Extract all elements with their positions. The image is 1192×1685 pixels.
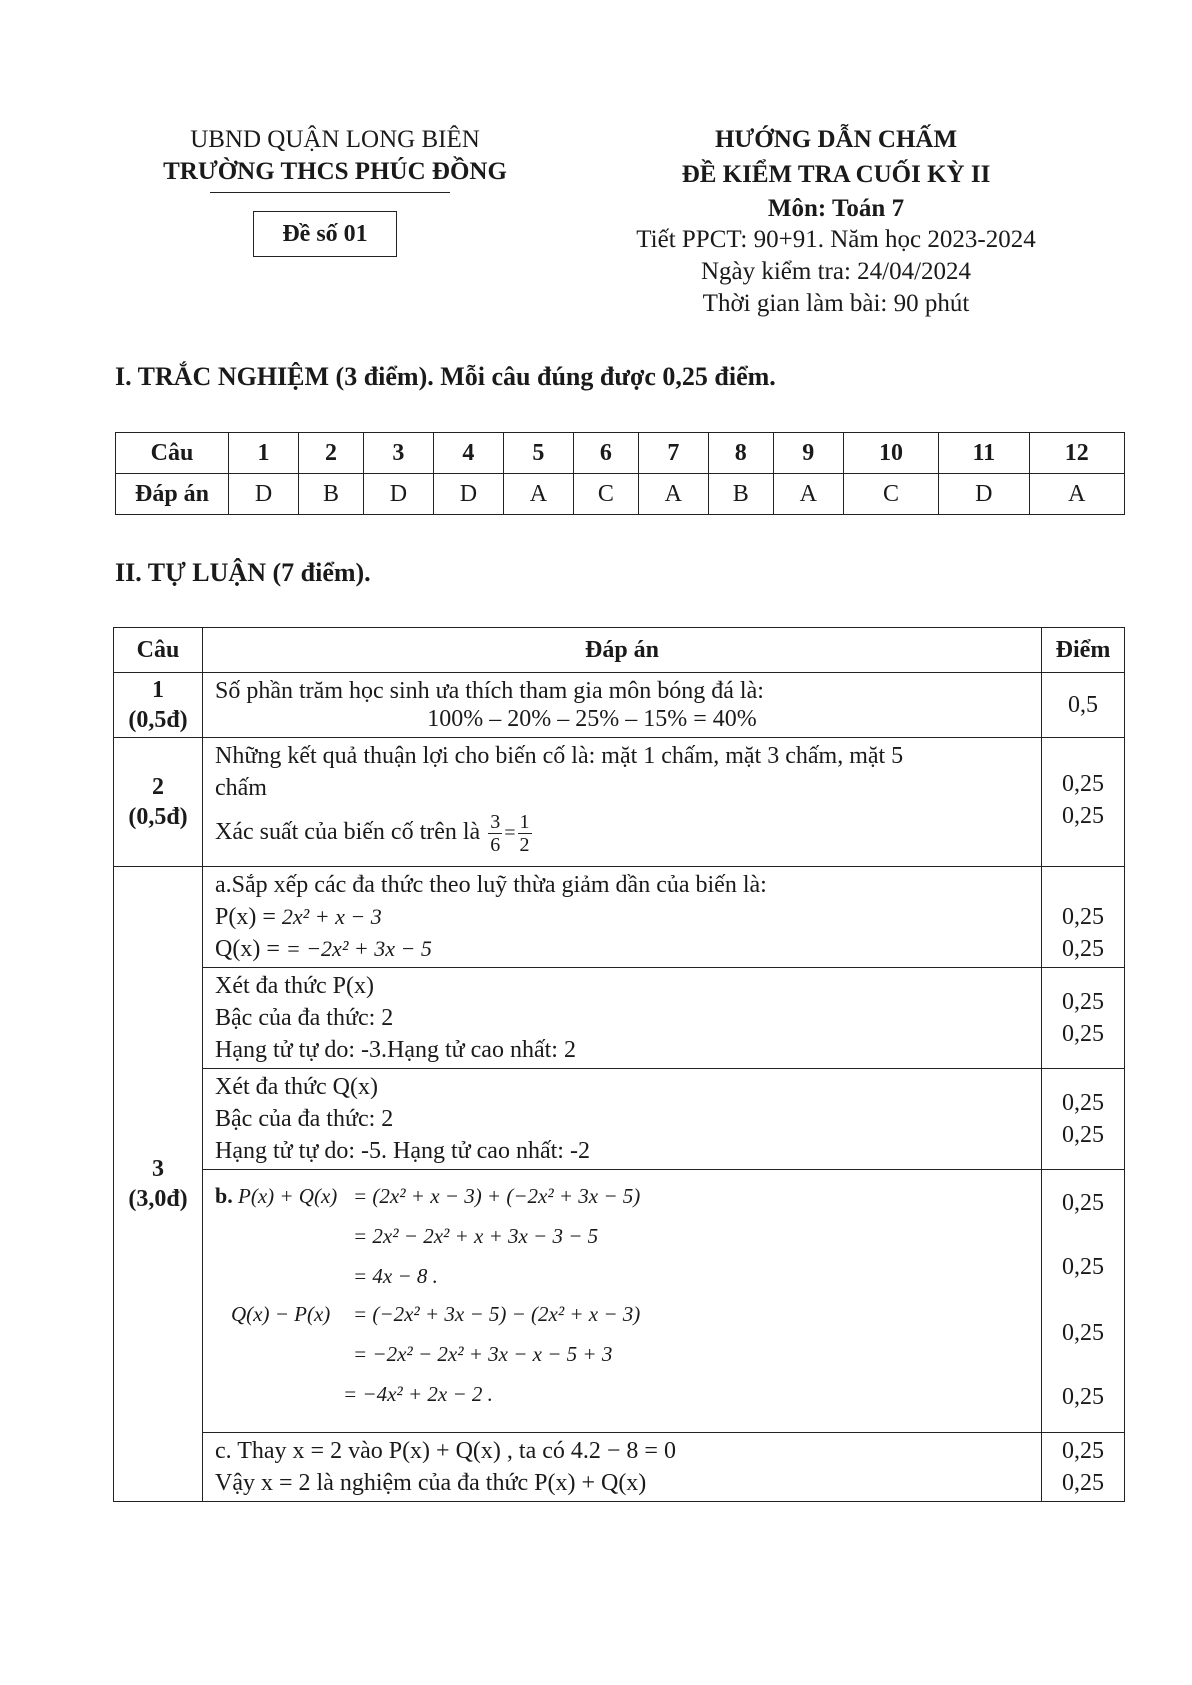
fraction-1-2 xyxy=(518,811,532,856)
answer-cell xyxy=(203,673,1042,738)
frac-denominator: 2 xyxy=(519,833,530,856)
diff-step2: = −2x² − 2x² + 3x − x − 5 + 3 xyxy=(353,1342,613,1366)
col-header-answer: Đáp án xyxy=(203,628,1042,673)
score-cell xyxy=(1042,968,1125,1069)
essay-row-q3-q xyxy=(114,1069,1125,1170)
answer-cell: D xyxy=(939,474,1029,515)
frac-numerator: 3 xyxy=(490,810,501,833)
question-number: 11 xyxy=(939,433,1029,474)
score-value: 0,25 xyxy=(1062,989,1104,1015)
question-number: 7 xyxy=(638,433,708,474)
question-cell xyxy=(114,867,203,1502)
answer-line: Những kết quả thuận lợi cho biến cố là: mặt 1 chấm, mặt 3 chấm, mặt 5 xyxy=(215,743,904,769)
probability-line xyxy=(215,804,1029,860)
answer-line: Vậy x = 2 là nghiệm của đa thức P(x) + Q(x) xyxy=(215,1470,647,1496)
curriculum-period: Tiết PPCT: 90+91. Năm học 2023-2024 xyxy=(636,226,1036,253)
school-district: UBND QUẬN LONG BIÊN xyxy=(190,126,480,153)
question-cell xyxy=(114,673,203,738)
col-header-score: Điểm xyxy=(1042,628,1125,673)
question-points: (0,5đ) xyxy=(128,804,188,830)
answer-cell: A xyxy=(773,474,843,515)
answer-cell: B xyxy=(708,474,773,515)
score-value: 0,25 xyxy=(1062,1320,1104,1346)
question-row xyxy=(116,433,1125,474)
score-value: 0,5 xyxy=(1068,691,1098,718)
essay-row-q3b xyxy=(114,1170,1125,1433)
essay-answer-table xyxy=(113,627,1125,1502)
sum-result: = 4x − 8 . xyxy=(353,1264,438,1288)
question-cell xyxy=(114,738,203,867)
exam-date: Ngày kiểm tra: 24/04/2024 xyxy=(700,258,972,285)
sum-lhs: P(x) + Q(x) xyxy=(238,1184,338,1208)
question-number: 2 xyxy=(299,433,364,474)
score-value: 0,25 xyxy=(1062,1021,1104,1047)
score-cell xyxy=(1042,673,1125,738)
question-number: 8 xyxy=(708,433,773,474)
doc-subtitle: ĐỀ KIỂM TRA CUỐI KỲ II xyxy=(681,161,991,188)
answer-line: Bậc của đa thức: 2 xyxy=(215,1106,394,1132)
polynomial-q xyxy=(215,933,1029,965)
answer-cell: D xyxy=(363,474,433,515)
score-value: 0,25 xyxy=(1062,1090,1104,1116)
question-points: (0,5đ) xyxy=(128,707,188,733)
answer-cell: D xyxy=(433,474,503,515)
sum-step2: = 2x² − 2x² + x + 3x − 3 − 5 xyxy=(353,1224,599,1248)
q-expression: = −2x² + 3x − 5 xyxy=(285,936,432,961)
section1-title: I. TRẮC NGHIỆM (3 điểm). Mỗi câu đúng được 0,25 điểm. xyxy=(115,362,776,391)
score-cell xyxy=(1042,738,1125,867)
score-value: 0,25 xyxy=(1062,1190,1104,1216)
school-name-underline xyxy=(210,192,450,193)
polynomial-p xyxy=(215,901,1029,933)
probability-text: Xác suất của biến cố trên là xyxy=(215,819,481,845)
part-b-label: b. xyxy=(215,1183,233,1208)
answer-cell: C xyxy=(573,474,638,515)
essay-row-q3c xyxy=(114,1433,1125,1502)
score-cell xyxy=(1042,1433,1125,1502)
exam-duration: Thời gian làm bài: 90 phút xyxy=(702,290,970,317)
answer-cell xyxy=(203,1170,1042,1433)
answer-cell: A xyxy=(1029,474,1124,515)
score-value: 0,25 xyxy=(1062,1384,1104,1410)
essay-row-q2 xyxy=(114,738,1125,867)
answer-formula: 100% – 20% – 25% – 15% = 40% xyxy=(427,706,757,732)
score-cell xyxy=(1042,867,1125,968)
school-name: TRƯỜNG THCS PHÚC ĐỒNG xyxy=(163,158,507,185)
score-value: 0,25 xyxy=(1062,803,1104,829)
essay-row-q1 xyxy=(114,673,1125,738)
frac-denominator: 6 xyxy=(490,833,501,856)
section2-title: II. TỰ LUẬN (7 điểm). xyxy=(115,558,371,587)
p-label: P(x) = xyxy=(215,904,276,930)
score-value: 0,25 xyxy=(1062,1438,1104,1464)
score-value: 0,25 xyxy=(1062,771,1104,797)
score-cell xyxy=(1042,1170,1125,1433)
answer-label: Đáp án xyxy=(116,474,229,515)
question-label: Câu xyxy=(116,433,229,474)
sum-rhs: = (2x² + x − 3) + (−2x² + 3x − 5) xyxy=(353,1184,641,1208)
answer-cell: A xyxy=(638,474,708,515)
exam-code-box: Đề số 01 xyxy=(253,211,397,257)
question-number: 3 xyxy=(363,433,433,474)
answer-cell xyxy=(203,1069,1042,1170)
frac-numerator: 1 xyxy=(519,810,530,833)
question-number: 6 xyxy=(573,433,638,474)
score-value: 0,25 xyxy=(1062,904,1104,930)
diff-lhs: Q(x) − P(x) xyxy=(231,1302,331,1326)
score-value: 0,25 xyxy=(1062,1254,1104,1280)
answer-line: a.Sắp xếp các đa thức theo luỹ thừa giảm dần của biến là: xyxy=(215,872,767,898)
question-points: (3,0đ) xyxy=(128,1186,188,1212)
answer-line: c. Thay x = 2 vào P(x) + Q(x) , ta có 4.2 − 8 = 0 xyxy=(215,1438,676,1464)
question-number: 3 xyxy=(152,1156,164,1182)
doc-title: HƯỚNG DẪN CHẤM xyxy=(714,126,958,153)
equals-sign: = xyxy=(504,822,516,844)
answer-line: Xét đa thức Q(x) xyxy=(215,1074,378,1100)
subject: Môn: Toán 7 xyxy=(767,195,905,222)
score-value: 0,25 xyxy=(1062,1470,1104,1496)
answer-cell: A xyxy=(503,474,573,515)
answer-cell: D xyxy=(229,474,299,515)
b-line1 xyxy=(215,1180,337,1212)
answer-line: Bậc của đa thức: 2 xyxy=(215,1005,394,1031)
answer-row xyxy=(116,474,1125,515)
essay-row-q3-p xyxy=(114,968,1125,1069)
col-header-question: Câu xyxy=(114,628,203,673)
answer-line: Số phần trăm học sinh ưa thích tham gia môn bóng đá là: xyxy=(215,678,764,704)
answer-cell xyxy=(203,867,1042,968)
score-value: 0,25 xyxy=(1062,936,1104,962)
fraction-3-6 xyxy=(488,811,502,856)
question-number: 1 xyxy=(229,433,299,474)
question-number: 1 xyxy=(152,677,164,703)
question-number: 4 xyxy=(433,433,503,474)
answer-line: Hạng tử tự do: -5. Hạng tử cao nhất: -2 xyxy=(215,1138,590,1164)
answer-cell: C xyxy=(843,474,938,515)
p-expression: 2x² + x − 3 xyxy=(281,904,382,929)
question-number: 5 xyxy=(503,433,573,474)
answer-line: Hạng tử tự do: -3.Hạng tử cao nhất: 2 xyxy=(215,1037,576,1063)
diff-result: = −4x² + 2x − 2 . xyxy=(343,1382,493,1406)
question-number: 9 xyxy=(773,433,843,474)
answer-cell: B xyxy=(299,474,364,515)
question-number: 2 xyxy=(152,774,164,800)
score-value: 0,25 xyxy=(1062,1122,1104,1148)
answer-line: chấm xyxy=(215,775,267,801)
question-number: 10 xyxy=(843,433,938,474)
answer-cell xyxy=(203,1433,1042,1502)
score-cell xyxy=(1042,1069,1125,1170)
essay-row-q3a xyxy=(114,867,1125,968)
diff-rhs: = (−2x² + 3x − 5) − (2x² + x − 3) xyxy=(353,1302,641,1326)
answer-cell xyxy=(203,738,1042,867)
essay-header-row xyxy=(114,628,1125,673)
answer-cell xyxy=(203,968,1042,1069)
question-number: 12 xyxy=(1029,433,1124,474)
multiple-choice-answer-table xyxy=(115,432,1125,515)
answer-line: Xét đa thức P(x) xyxy=(215,973,374,999)
q-label: Q(x) = xyxy=(215,936,280,962)
